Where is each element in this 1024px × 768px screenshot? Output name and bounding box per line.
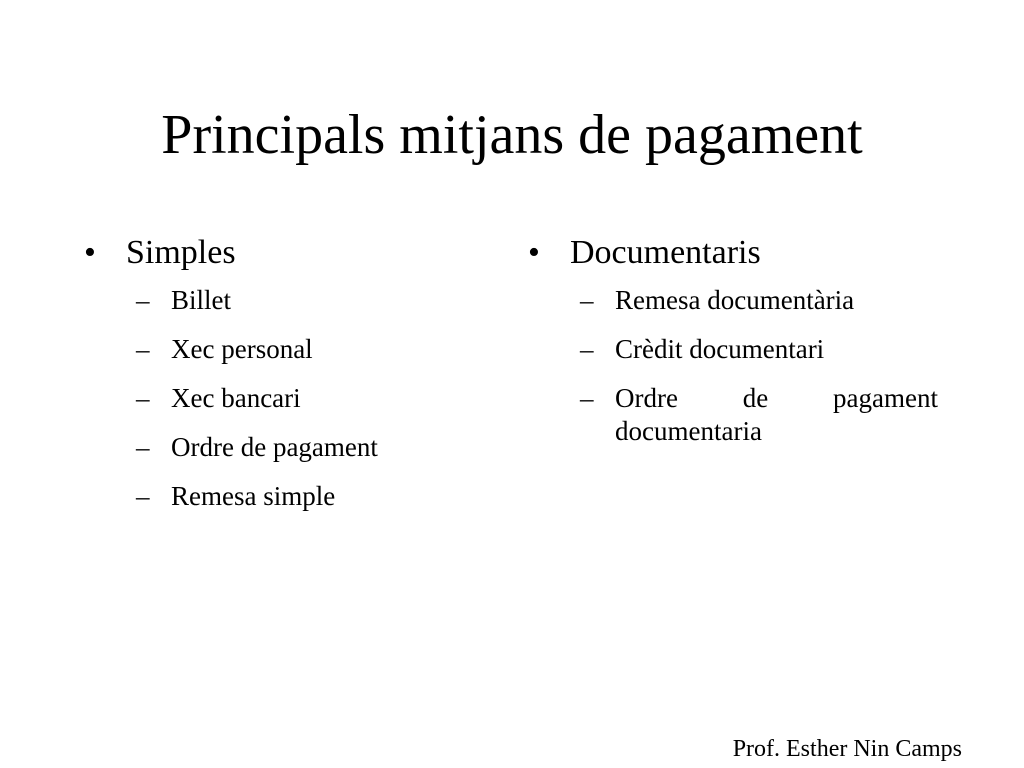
dash-icon: –: [136, 481, 150, 511]
list-item: – Xec personal: [136, 334, 313, 364]
bullet-icon: •: [528, 234, 540, 271]
left-column: [84, 228, 484, 529]
dash-icon: –: [136, 432, 150, 462]
dash-icon: –: [136, 285, 150, 315]
list-item: – Remesa documentària: [580, 285, 855, 315]
slide-title: Principals mitjans de pagament: [161, 104, 863, 166]
documentaris-list: [528, 284, 938, 448]
dash-icon: –: [580, 285, 594, 315]
justified-line: Ordre de pagament: [615, 383, 938, 413]
simples-list: [84, 284, 484, 513]
list-item: – Xec bancari: [136, 383, 301, 413]
list-item: – Billet: [136, 285, 231, 315]
list-item: [528, 382, 938, 448]
author-footer: Prof. Esther Nin Camps: [732, 736, 962, 762]
right-column: [528, 228, 938, 464]
dash-icon: –: [580, 334, 594, 364]
dash-icon: –: [136, 334, 150, 364]
bullet-heading: Simples: [126, 234, 236, 271]
wrapped-line: documentaria: [615, 416, 762, 446]
dash-icon: –: [136, 383, 150, 413]
bullet-documentaris: [528, 228, 938, 278]
bullet-heading: Documentaris: [570, 234, 761, 271]
list-item: – Ordre de pagament: [136, 432, 378, 462]
list-item: – Remesa simple: [136, 481, 336, 511]
dash-icon: –: [580, 383, 594, 413]
bullet-icon: •: [84, 234, 96, 271]
bullet-simples: [84, 228, 484, 278]
list-item: – Crèdit documentari: [580, 334, 825, 364]
